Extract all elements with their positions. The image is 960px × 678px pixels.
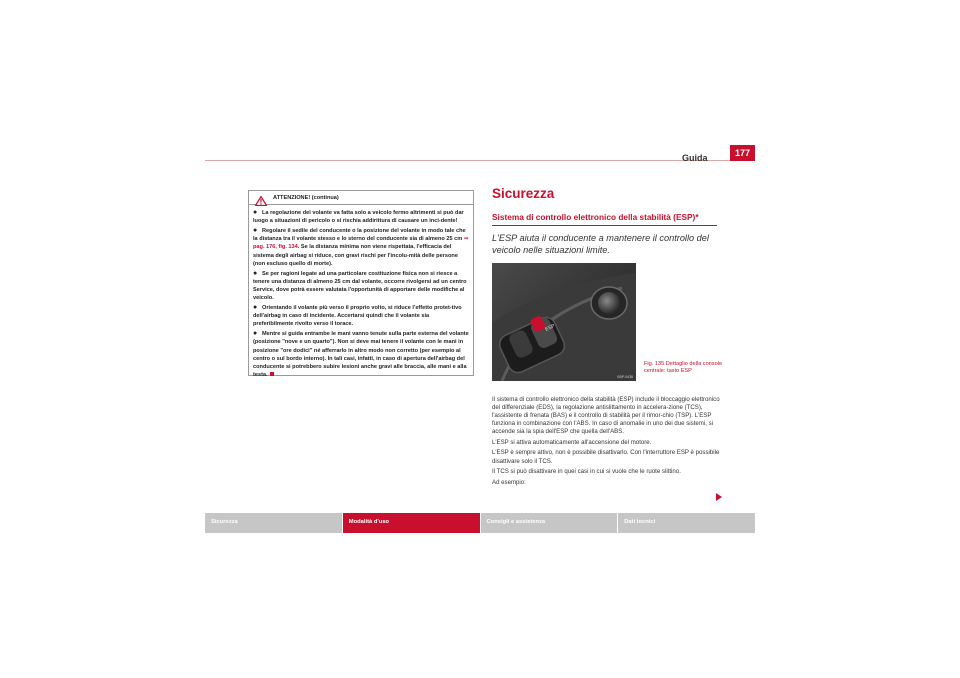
warning-item-text: Orientando il volante più verso il proprio volto, si riduce l'effetto protet-tivo dell'airbag in caso di incidente. Accertarsi quindi che il volante sia preferibilmente rivolto verso il torace. (253, 305, 462, 328)
section-title: Sicurezza (492, 186, 555, 201)
bullet-icon: ● (253, 330, 258, 338)
figure-code: B5P-0438 (617, 375, 633, 379)
footer-tab-dati-tecnici[interactable]: Dati tecnici (618, 513, 755, 533)
warning-item (253, 330, 469, 379)
subsection-heading: Sistema di controllo elettronico della stabilità (ESP)* (492, 212, 699, 222)
page-number-badge: 177 (730, 145, 755, 161)
warning-header (249, 191, 473, 205)
warning-item (253, 227, 469, 268)
footer-tab-consigli-assistenza[interactable]: Consigli e assistenza (481, 513, 619, 533)
intro-text: L'ESP aiuta il conducente a mantenere il controllo del veicolo nelle situazioni limite. (492, 233, 709, 255)
warning-item-text: Se per ragioni legate ad una particolare costituzione fisica non si riesce a tenere una distanza di almeno 25 cm dal volante, occorre rivolgersi ad un centro Service, dove potrà essere valutata l'opportunità di apportare delle modifiche al veicolo. (253, 270, 467, 302)
bullet-icon: ● (253, 227, 258, 234)
warning-item-text: Mentre si guida entrambe le mani vanno tenute sulla parte esterna del volante (posizione "nove e un quarto"). Non si deve mai tenere il volante con le mani in posizione "ore dodici" né afferrarlo in altro modo non corretto (per esempio al centro o sul bordo interno). In tali casi, infatti, in caso di apertura dell'airbag del conducente si potrebbero subire lesioni anche gravi alle braccia, alle mani e alla testa. (253, 331, 469, 379)
esp-label: ESP (544, 323, 556, 333)
bullet-icon: ● (253, 304, 258, 312)
paragraph: L'ESP si attiva automaticamente all'accensione del motore. (492, 438, 652, 446)
warning-item (253, 304, 469, 329)
chapter-title: Guida (682, 153, 708, 163)
header-rule (205, 160, 755, 161)
bullet-icon: ● (253, 269, 258, 277)
subsection-rule (492, 225, 717, 226)
warning-item-text: La regolazione del volante va fatta solo a veicolo fermo altrimenti si può dar luogo a situazioni di pericolo o si rischia addirittura di causare un inci-dente! (253, 210, 464, 225)
figure-caption: Fig. 135 Dettaglio della console centrale: tasto ESP (644, 361, 723, 374)
warning-list (249, 205, 473, 379)
section-end-marker-icon (270, 372, 274, 376)
footer-nav (205, 513, 755, 533)
continue-arrow-icon (716, 493, 722, 501)
paragraph: L'ESP è sempre attivo, non è possibile disattivarlo. Con l'interruttore ESP è possibile disattivare solo il TCS. (492, 449, 720, 465)
console-illustration (492, 263, 636, 381)
paragraph: Il sistema di controllo elettronico della stabilità (ESP) include il bloccaggio elettronico del differenziale (EDS), la regolazione antislittamento in accelera-zione (TCS), l'assistente di frenata (BAS) e il controllo di stabilità per il rimor-chio (TSP). L'ESP funziona in combinazione con l'ABS. In caso di anomalie in uno dei due sistemi, si accende sia la spia dell'ESP che quella dell'ABS. (492, 396, 720, 436)
page-reference-link[interactable]: ⇒ pag. 176, fig. 134 (253, 236, 469, 251)
warning-box (248, 190, 474, 379)
figure-esp-console (492, 263, 636, 381)
bullet-icon: ● (253, 209, 258, 216)
warning-item (253, 270, 469, 303)
paragraph: Ad esempio: (492, 478, 526, 486)
warning-item (253, 209, 469, 225)
warning-triangle-icon (255, 193, 267, 203)
warning-item-text: . Se la distanza minima non viene rispettata, l'efficacia del sistema degli airbag si riduce, con gravi rischi per l'incolu-mità delle persone (non escluso quello di morte). (253, 244, 458, 267)
footer-tab-sicurezza[interactable]: Sicurezza (205, 513, 343, 533)
warning-title: ATTENZIONE! (continua) (273, 194, 339, 201)
footer-tab-modalita-uso[interactable]: Modalità d'uso (343, 513, 481, 533)
body-text (492, 396, 724, 489)
warning-item-text: Regolare il sedile del conducente o la posizione del volante in modo tale che la distanza tra il volante stesso e lo sterno del conducente sia di almeno 25 cm (253, 228, 466, 243)
paragraph: Il TCS si può disattivare in quei casi in cui si vuole che le ruote slittino. (492, 468, 681, 476)
